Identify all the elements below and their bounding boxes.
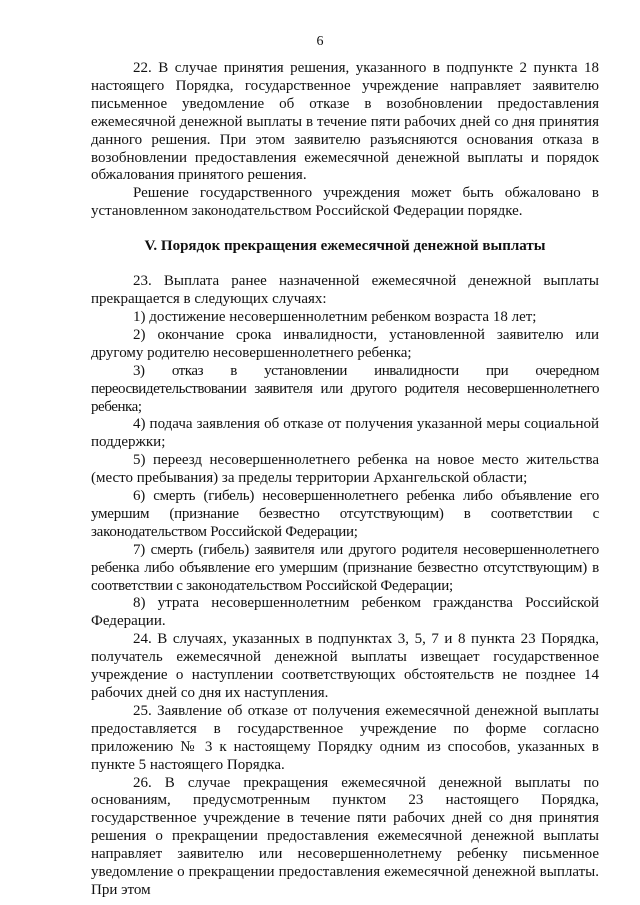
paragraph-22: 22. В случае принятия решения, указанного в подпункте 2 пункта 18 настоящего Порядка, государственное учреждение направляет заявителю письменное уведомление об отказе в возобновлении предоставления ежемесячной денежной выплаты в течение пяти рабочих дней со дня принятия данного решения. При этом заявителю разъясняются основания отказа в возобновлении предоставления ежемесячной денежной выплаты и порядок обжалования принятого решения. [91,60,599,184]
list-item-3: 3) отказ в установлении инвалидности при очередном переосвидетельствовании заявителя или другого родителя несовершеннолетнего ребенка; [91,362,599,415]
list-item-1: 1) достижение несовершеннолетним ребенком возраста 18 лет; [133,308,537,325]
paragraph-24: 24. В случаях, указанных в подпунктах 3, 5, 7 и 8 пункта 23 Порядка, получатель ежемесячной денежной выплаты извещает государственное учреждение о наступлении соответствующих обстоятельств не позднее 14 рабочих дней со дня их наступления. [91,631,599,701]
document-body [91,60,599,900]
list-item-8: 8) утрата несовершеннолетним ребенком гражданства Российской Федерации. [91,595,599,630]
list-item-6: 6) смерть (гибель) несовершеннолетнего ребенка либо объявление его умершим (признание безвестно отсутствующим) в соответствии с законодательством Российской Федерации; [91,488,599,540]
section-title: V. Порядок прекращения ежемесячной денежной выплаты [144,238,546,255]
paragraph-23: 23. Выплата ранее назначенной ежемесячной денежной выплаты прекращается в следующих случаях: [91,273,599,308]
paragraph-25: 25. Заявление об отказе от получения ежемесячной денежной выплаты предоставляется в государственное учреждение по форме согласно приложению № 3 к настоящему Порядку одним из способов, указанных в пункте 5 настоящего Порядка. [91,702,599,773]
list-item-2: 2) окончание срока инвалидности, установленной заявителю или другому родителю несовершеннолетнего ребенка; [91,326,599,361]
list-item-4: 4) подача заявления об отказе от получения указанной меры социальной поддержки; [91,416,599,451]
page-number: 6 [316,34,324,49]
list-item-7: 7) смерть (гибель) заявителя или другого родителя несовершеннолетнего ребенка либо объявление его умершим (признание безвестно отсутствующим) в соответствии с законодательством Российской Федерации; [91,541,599,594]
paragraph-appeal: Решение государственного учреждения может быть обжаловано в установленном законодательством Российской Федерации порядке. [91,185,599,220]
paragraph-26: 26. В случае прекращения ежемесячной денежной выплаты по основаниям, предусмотренным пунктом 23 настоящего Порядка, государственное учреждение в течение пяти рабочих дней со дня принятия решения о прекращении предоставления ежемесячной денежной выплаты направляет заявителю или несовершеннолетнему ребенку письменное уведомление о прекращении предоставления ежемесячной денежной выплаты. При этом [91,774,599,898]
list-item-5: 5) переезд несовершеннолетнего ребенка на новое место жительства (место пребывания) за пределы территории Архангельской области; [91,452,599,487]
